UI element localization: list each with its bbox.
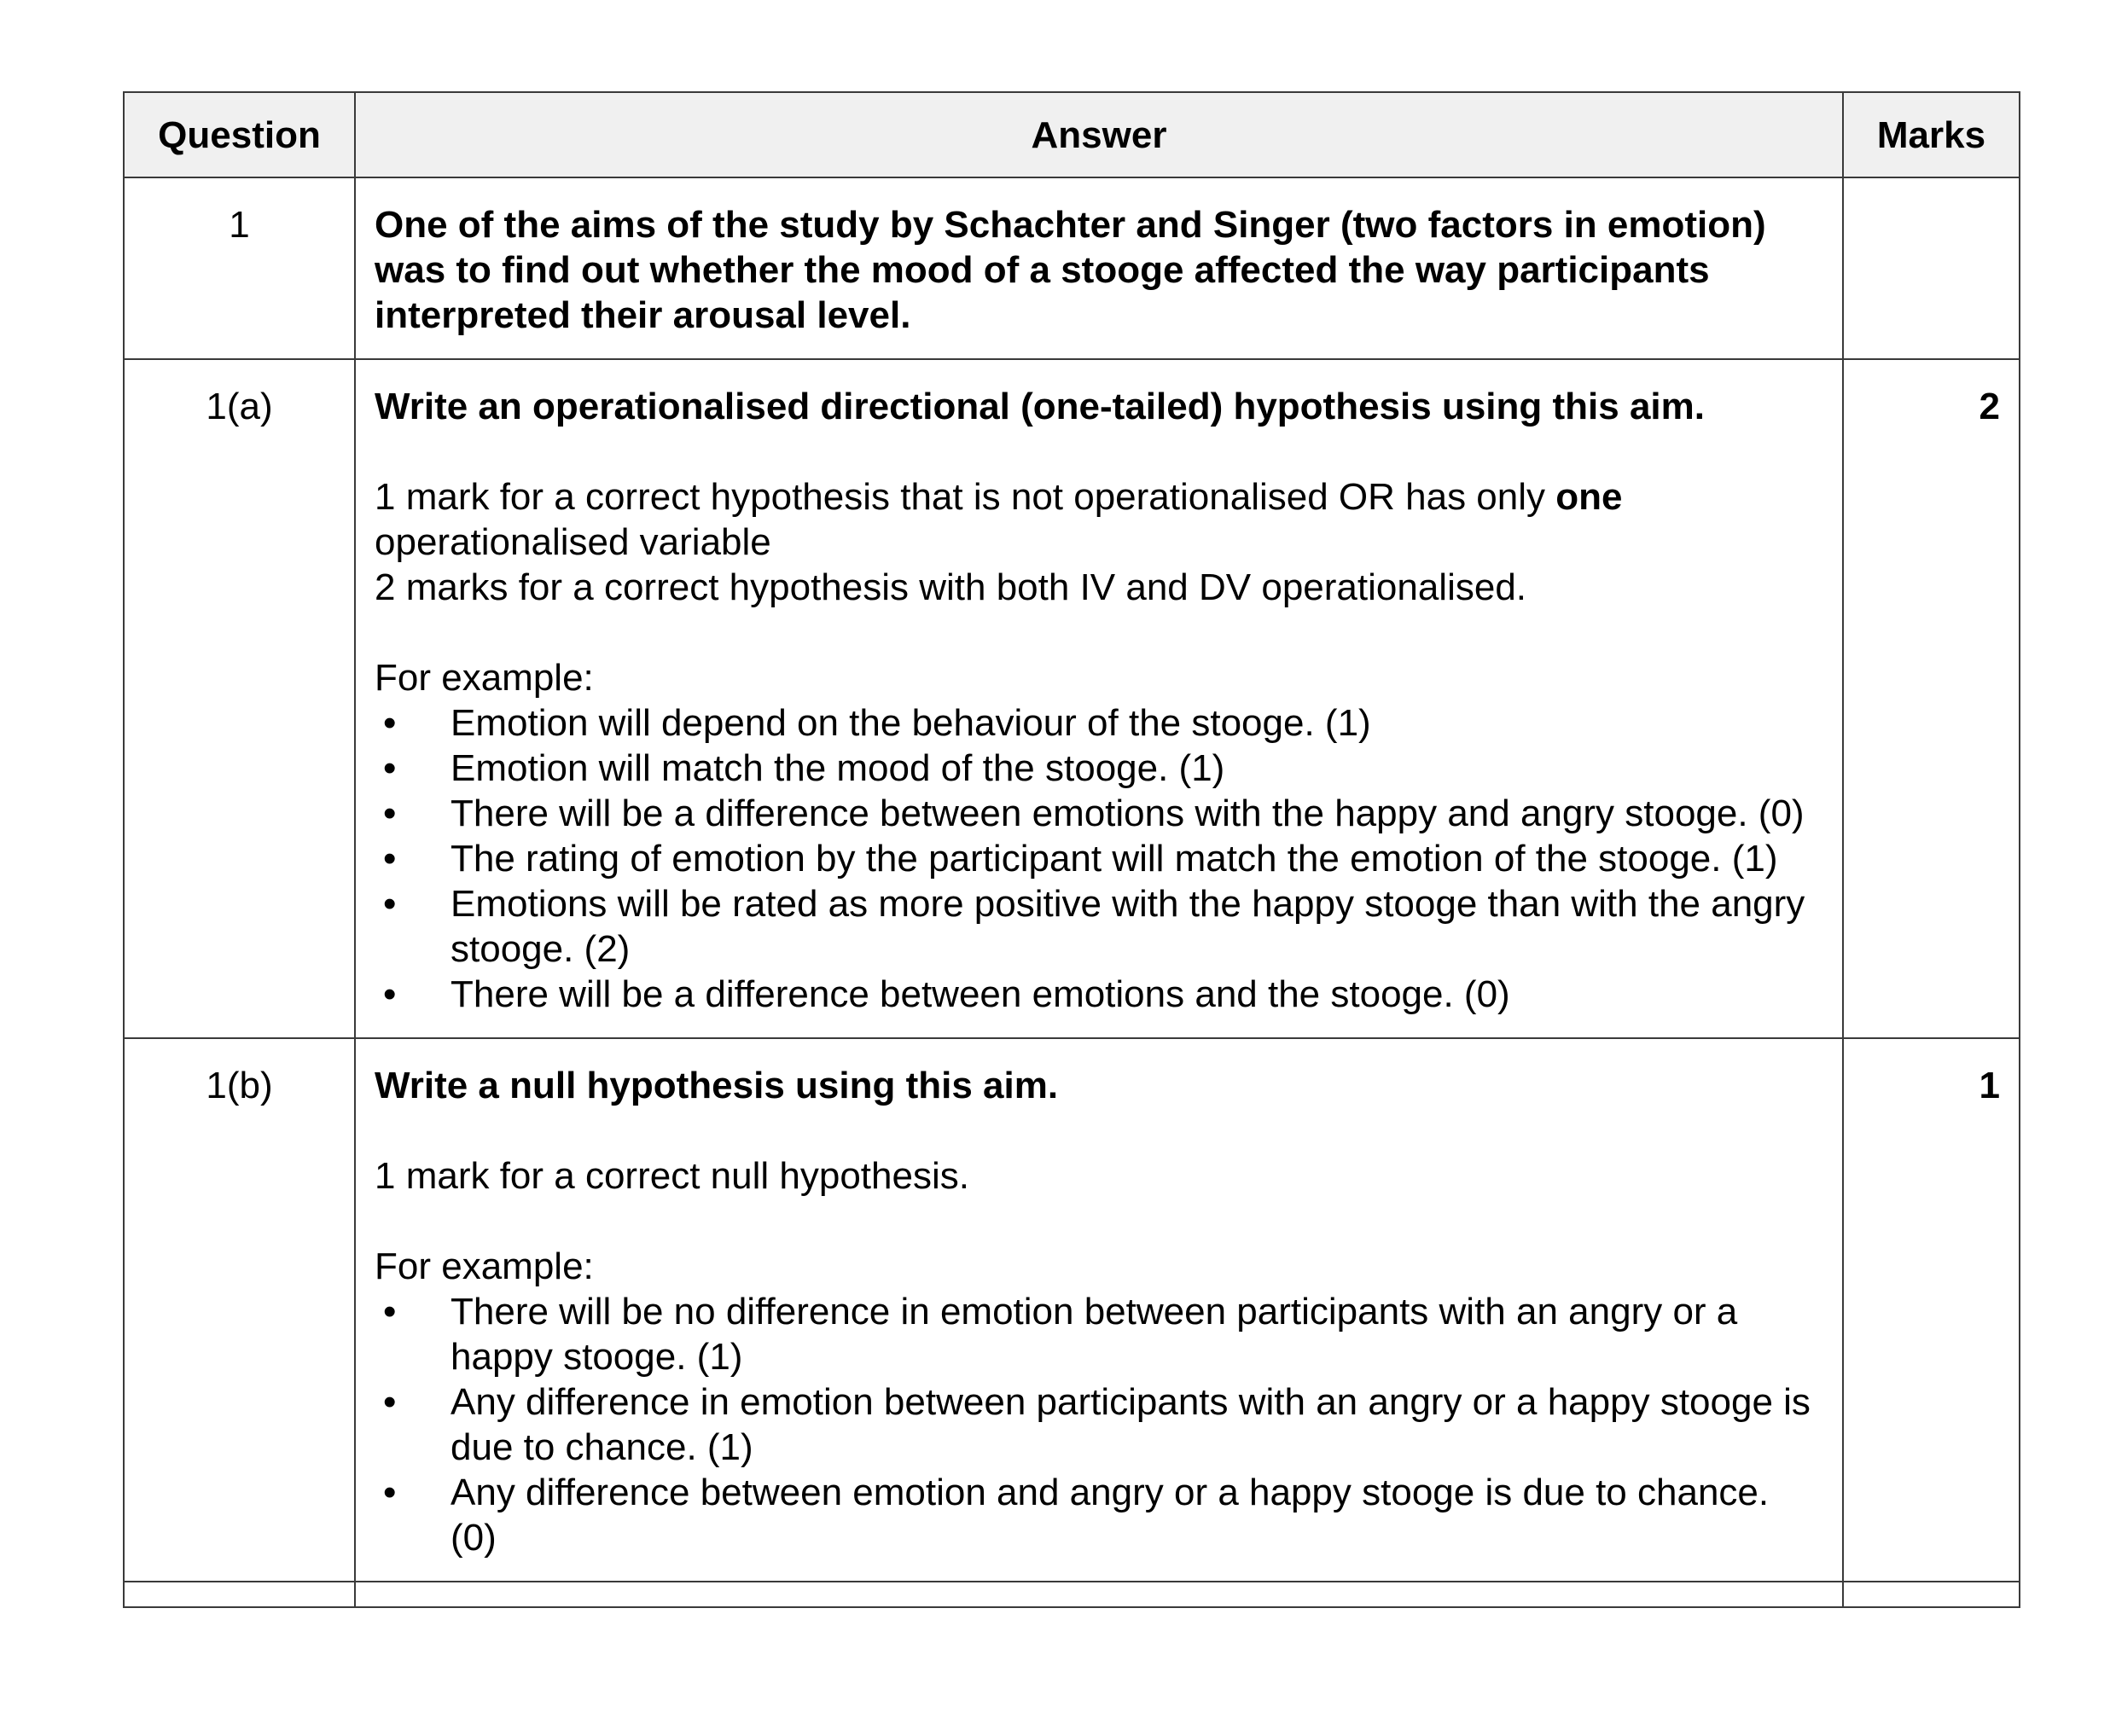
bullet-icon: •	[383, 1381, 397, 1423]
marks-cell: 1	[1843, 1038, 2020, 1582]
question-number: 1(b)	[124, 1038, 355, 1582]
header-answer: Answer	[355, 92, 1843, 177]
guidance-text: 1 mark for a correct hypothesis that is not operationalised OR has only	[375, 476, 1556, 518]
answer-cell	[355, 1038, 1843, 1582]
question-number: 1(a)	[124, 359, 355, 1038]
bullet-icon: •	[383, 1291, 397, 1332]
guidance-emphasis: one	[1555, 476, 1623, 518]
bullet-icon: •	[383, 838, 397, 880]
bullet-icon: •	[383, 1472, 397, 1513]
question-prompt: One of the aims of the study by Schachter and Singer (two factors in emotion) was to find out whether the mood of a stooge affected the way participants interpreted their arousal level.	[375, 204, 1766, 336]
answer-cell	[355, 177, 1843, 359]
answer-cell	[355, 359, 1843, 1038]
list-item: • Any difference in emotion between participants with an angry or a happy stooge is due to chance. (1)	[383, 1381, 1811, 1468]
bullet-icon: •	[383, 973, 397, 1015]
question-number: 1	[124, 177, 355, 359]
marks-cell	[1843, 177, 2020, 359]
list-item: • Emotion will match the mood of the stooge. (1)	[383, 747, 1225, 789]
bullet-icon: •	[383, 747, 397, 789]
bullet-icon: •	[383, 702, 397, 744]
header-row	[124, 92, 2020, 177]
list-item: • Emotions will be rated as more positive with the happy stooge than with the angry stooge. (2)	[383, 883, 1805, 970]
list-item: • The rating of emotion by the participant will match the emotion of the stooge. (1)	[383, 838, 1778, 880]
header-question: Question	[124, 92, 355, 177]
mark-scheme-table	[123, 91, 2020, 1608]
table-row-q1b	[124, 1038, 2020, 1582]
mark-guidance	[375, 474, 1823, 565]
table-row-q1a	[124, 359, 2020, 1038]
question-prompt: Write a null hypothesis using this aim.	[375, 1065, 1059, 1106]
table-row-continuation	[124, 1582, 2020, 1607]
empty-cell	[355, 1582, 1843, 1607]
example-list	[375, 1289, 1823, 1560]
example-list	[375, 700, 1823, 1017]
table-row-q1	[124, 177, 2020, 359]
list-item: • Any difference between emotion and angry or a happy stooge is due to chance. (0)	[383, 1472, 1770, 1559]
example-heading: For example:	[375, 657, 594, 699]
mark-guidance: 1 mark for a correct null hypothesis.	[375, 1155, 969, 1197]
empty-cell	[124, 1582, 355, 1607]
empty-cell	[1843, 1582, 2020, 1607]
list-item: • There will be no difference in emotion between participants with an angry or a happy stooge. (1)	[383, 1291, 1738, 1378]
question-prompt: Write an operationalised directional (one-tailed) hypothesis using this aim.	[375, 386, 1705, 427]
bullet-icon: •	[383, 883, 397, 925]
bullet-icon: •	[383, 793, 397, 834]
marks-cell: 2	[1843, 359, 2020, 1038]
mark-guidance: 2 marks for a correct hypothesis with both IV and DV operationalised.	[375, 566, 1527, 608]
list-item: • There will be a difference between emotions and the stooge. (0)	[383, 973, 1510, 1015]
example-heading: For example:	[375, 1245, 594, 1287]
list-item: • Emotion will depend on the behaviour of the stooge. (1)	[383, 702, 1371, 744]
header-marks: Marks	[1843, 92, 2020, 177]
guidance-text: operationalised variable	[375, 521, 771, 563]
list-item: • There will be a difference between emotions with the happy and angry stooge. (0)	[383, 793, 1805, 834]
